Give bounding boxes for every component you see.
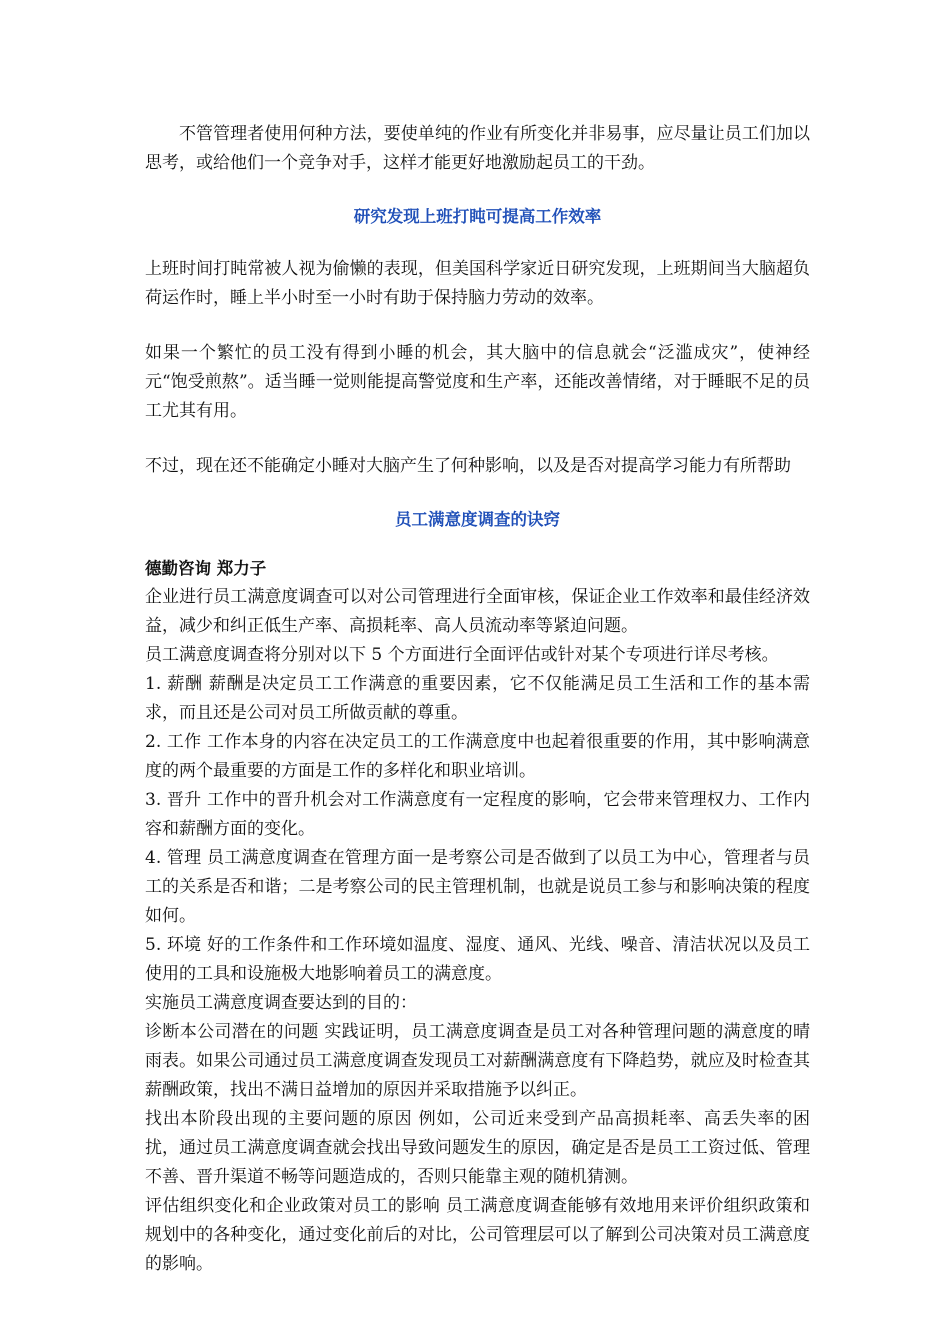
article2-lead-2: 员工满意度调查将分别对以下 5 个方面进行全面评估或针对某个专项进行详尽考核。 — [145, 645, 779, 665]
list-item: 5. 环境 好的工作条件和工作环境如温度、湿度、通风、光线、噪音、清洁状况以及员工使用的工具和设施极大地影响着员工的满意度。 — [145, 935, 810, 984]
list-item: 1. 薪酬 薪酬是决定员工工作满意的重要因素，它不仅能满足员工生活和工作的基本需求，而且还是公司对员工所做贡献的尊重。 — [145, 674, 810, 723]
document-page — [145, 120, 810, 1279]
list-item: 2. 工作 工作本身的内容在决定员工的工作满意度中也起着很重要的作用，其中影响满意度的两个最重要的方面是工作的多样化和职业培训。 — [145, 732, 810, 781]
article2-body — [145, 583, 810, 1279]
article2-lead-1: 企业进行员工满意度调查可以对公司管理进行全面审核，保证企业工作效率和最佳经济效益，减少和纠正低生产率、高损耗率、高人员流动率等紧迫问题。 — [145, 587, 810, 636]
article1-paragraph-3: 不过，现在还不能确定小睡对大脑产生了何种影响，以及是否对提高学习能力有所帮助 — [145, 456, 791, 476]
article1-paragraph-1: 上班时间打盹常被人视为偷懒的表现，但美国科学家近日研究发现，上班期间当大脑超负荷运作时，睡上半小时至一小时有助于保持脑力劳动的效率。 — [145, 259, 810, 308]
article2-author: 德勤咨询 郑力子 — [145, 559, 267, 578]
article1-paragraph-2: 如果一个繁忙的员工没有得到小睡的机会，其大脑中的信息就会“泛滥成灾”，使神经元“饱受煎熬”。适当睡一觉则能提高警觉度和生产率，还能改善情绪，对于睡眠不足的员工尤其有用。 — [145, 343, 810, 421]
purpose-item: 诊断本公司潜在的问题 实践证明，员工满意度调查是员工对各种管理问题的满意度的晴雨表。如果公司通过员工满意度调查发现员工对薪酬满意度有下降趋势，就应及时检查其薪酬政策，找出不满日益增加的原因并采取措施予以纠正。 — [145, 1022, 810, 1100]
purpose-heading: 实施员工满意度调查要达到的目的： — [145, 993, 417, 1013]
purpose-item: 找出本阶段出现的主要问题的原因 例如，公司近来受到产品高损耗率、高丢失率的困扰，通过员工满意度调查就会找出导致问题发生的原因，确定是否是员工工资过低、管理不善、晋升渠道不畅等问题造成的，否则只能靠主观的随机猜测。 — [145, 1109, 810, 1187]
article1-title: 研究发现上班打盹可提高工作效率 — [353, 207, 602, 226]
purpose-item: 评估组织变化和企业政策对员工的影响 员工满意度调查能够有效地用来评价组织政策和规划中的各种变化，通过变化前后的对比，公司管理层可以了解到公司决策对员工满意度的影响。 — [145, 1196, 810, 1274]
intro-paragraph: 不管管理者使用何种方法，要使单纯的作业有所变化并非易事，应尽量让员工们加以思考，或给他们一个竞争对手，这样才能更好地激励起员工的干劲。 — [145, 124, 810, 173]
list-item: 3. 晋升 工作中的晋升机会对工作满意度有一定程度的影响，它会带来管理权力、工作内容和薪酬方面的变化。 — [145, 790, 810, 839]
list-item: 4. 管理 员工满意度调查在管理方面一是考察公司是否做到了以员工为中心，管理者与员工的关系是否和谐；二是考察公司的民主管理机制，也就是说员工参与和影响决策的程度如何。 — [145, 848, 810, 926]
article2-title: 员工满意度调查的诀窍 — [395, 510, 560, 529]
